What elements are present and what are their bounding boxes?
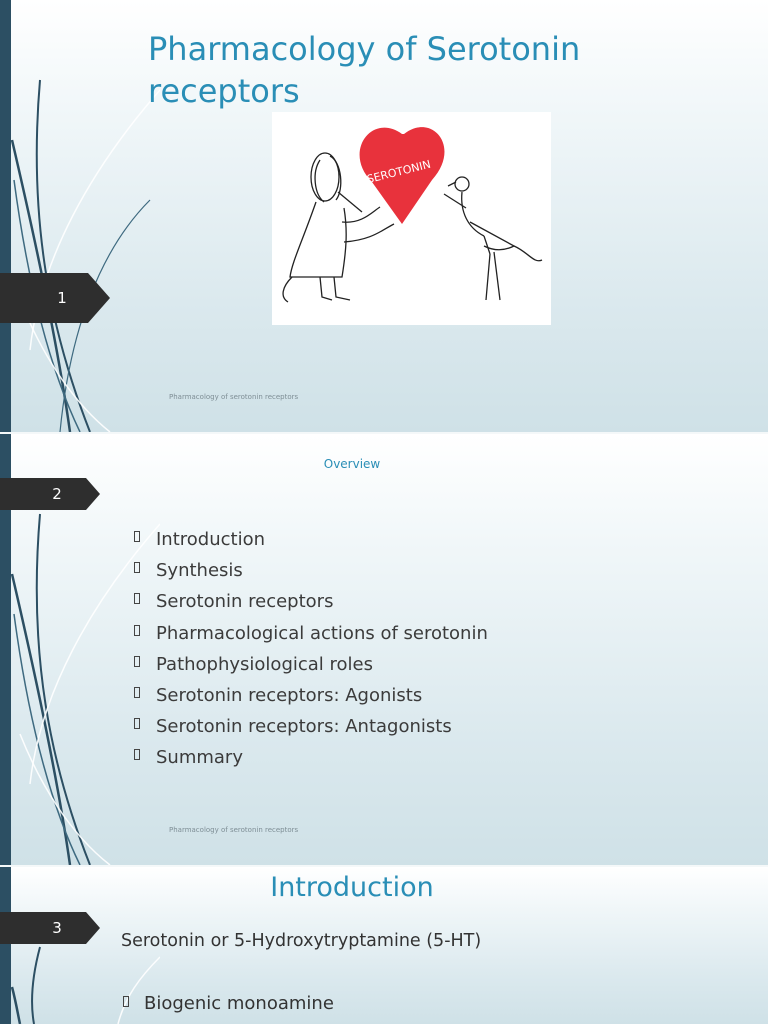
slide-number: 1: [57, 289, 67, 307]
slide-1[interactable]: [0, 0, 768, 432]
slide-number: 3: [52, 919, 62, 937]
list-item: Summary: [134, 746, 488, 777]
list-item: Serotonin receptors: Agonists: [134, 684, 488, 715]
slide-heading: Introduction: [270, 872, 434, 903]
list-item: Serotonin receptors: Antagonists: [134, 715, 488, 746]
bullet-box-icon: [134, 593, 140, 604]
heart-label: SEROTONIN: [365, 157, 433, 187]
list-item: Biogenic monoamine: [121, 993, 334, 1014]
bullet-box-icon: [134, 656, 140, 667]
list-item: Pathophysiological roles: [134, 653, 488, 684]
list-item: Introduction: [134, 528, 488, 559]
bullet-box-icon: [134, 749, 140, 760]
swoosh-decoration: [0, 0, 160, 432]
bullet-box-icon: [134, 718, 140, 729]
intro-line: Serotonin or 5-Hydroxytryptamine (5-HT): [121, 931, 482, 951]
slide-title: Pharmacology of Serotonin receptors: [148, 30, 581, 110]
slide-footer: Pharmacology of serotonin receptors: [169, 826, 299, 834]
list-item: Synthesis: [134, 559, 488, 590]
bullet-box-icon: [134, 625, 140, 636]
bullet-box-icon: [134, 687, 140, 698]
serotonin-heart-illustration: [272, 112, 551, 325]
slide-heading: Overview: [323, 457, 381, 471]
overview-list: [134, 528, 488, 778]
list-item: Pharmacological actions of serotonin: [134, 622, 488, 653]
list-item: Serotonin receptors: [134, 590, 488, 621]
bullet-box-icon: [134, 562, 140, 573]
slide-3[interactable]: [0, 867, 768, 1024]
bullet-box-icon: [123, 996, 129, 1007]
slide-2[interactable]: [0, 434, 768, 865]
slide-number: 2: [52, 485, 62, 503]
slide-footer: Pharmacology of serotonin receptors: [169, 393, 299, 401]
bullet-box-icon: [134, 531, 140, 542]
